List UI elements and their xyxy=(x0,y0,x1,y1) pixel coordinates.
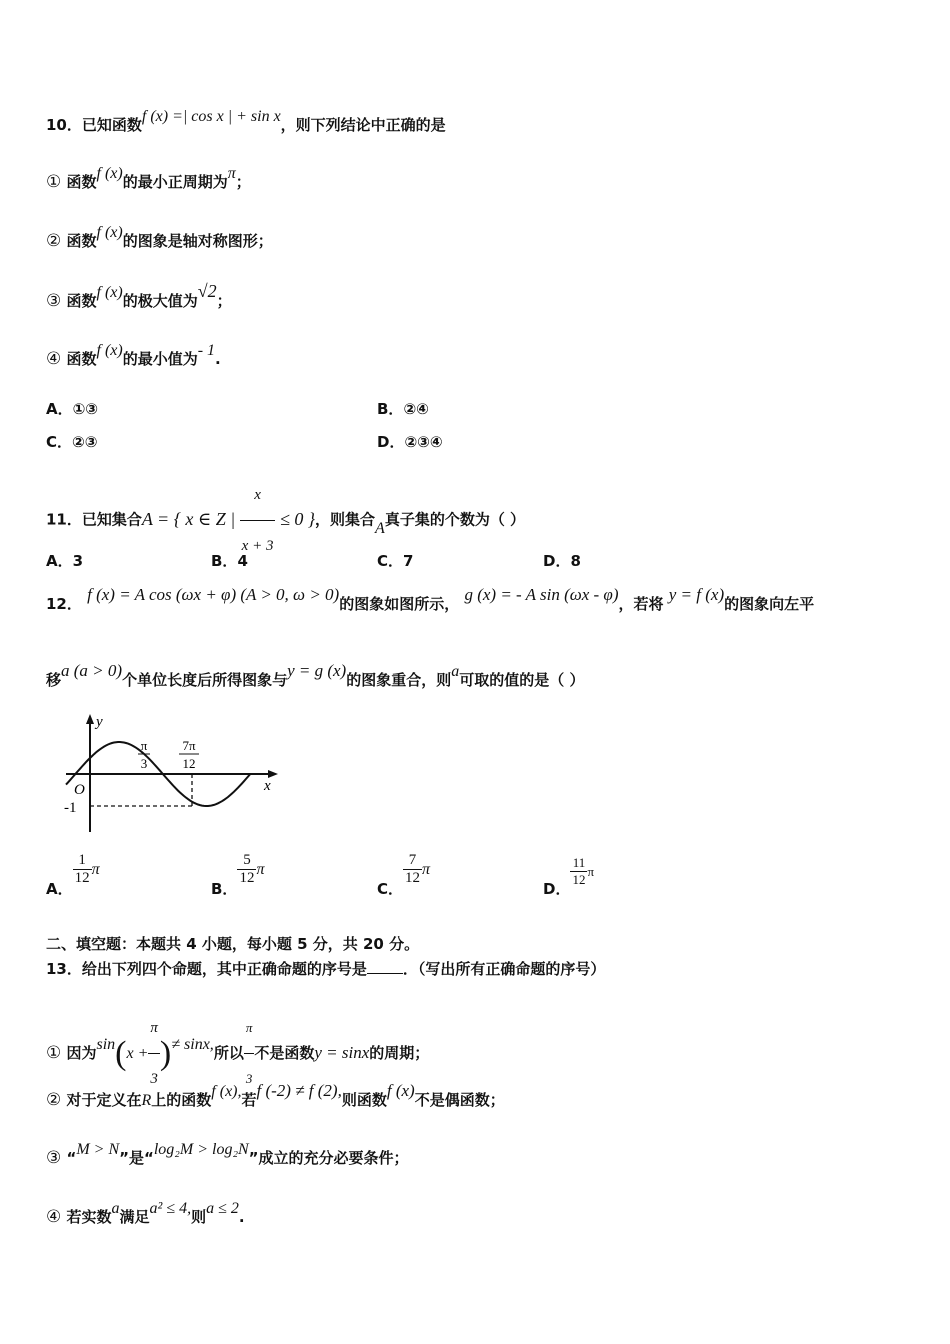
q11-option-b: B．4 xyxy=(211,552,248,570)
y-axis-arrow xyxy=(86,714,94,724)
q13-stem: 13．给出下列四个命题，其中正确命题的序号是 ．（写出所有正确命题的序号） xyxy=(46,960,606,978)
tick1-den: 3 xyxy=(140,756,148,771)
tick2-den: 12 xyxy=(182,756,196,771)
q10-function: f (x) =| cos x | + sin x xyxy=(141,108,281,125)
q10-option-b: B．②④ xyxy=(377,400,429,418)
q12-option-a: A． $\frac{1}{12}$ π xyxy=(46,852,100,898)
tick2-num: 7π xyxy=(182,738,196,753)
x-label: x xyxy=(264,778,271,794)
q10-item-3: ③ 函数f (x)的极大值为√2； xyxy=(46,281,232,311)
q13-proposition-2: ② 对于定义在R上的函数f (x),若f (-2) ≠ f (2),则函数f (x)不是偶函数； xyxy=(46,1081,505,1110)
ymin-label: -1 xyxy=(64,800,77,816)
q12-option-c: C． $\frac{7}{12}$ π xyxy=(377,852,431,898)
origin-label: O xyxy=(74,782,85,798)
q12-option-b: B． $\frac{5}{12}$ π xyxy=(211,852,265,898)
q10-item-1: ① 函数f (x)的最小正周期为π； xyxy=(46,165,251,192)
q10-item-2: ② 函数f (x)的图象是轴对称图形； xyxy=(46,224,273,251)
q12-cosine-graph xyxy=(46,712,286,834)
q10-item-4: ④ 函数f (x)的最小值为- 1. xyxy=(46,342,221,369)
q11-stem: 11．已知集合A = { x ∈ Z | $\frac{x}{x + 3}$ ≤ 0 }，则集合A真子集的个数为（ ） xyxy=(46,470,525,571)
q11-set: A = { x ∈ Z | $\frac{x}{x + 3}$ ≤ 0 } xyxy=(142,509,315,529)
q11-option-d: D．8 xyxy=(543,552,581,570)
q13-proposition-4: ④ 若实数a满足a² ≤ 4,则a ≤ 2. xyxy=(46,1200,245,1227)
q12-option-d: D． $\frac{11}{12}$ π xyxy=(543,855,595,898)
q12-stem-line2: 移a (a > 0)个单位长度后所得图象与y = g (x)的图象重合，则a可取的值的是（ ） xyxy=(46,661,585,689)
q10-stem: 10．已知函数f (x) =| cos x | + sin x，则下列结论中正确的是 xyxy=(46,108,446,134)
q13-proposition-1: ① 因为sin(x + $\frac{\pi}{3}$ )≠ sinx,所以 $\frac{\pi}{3}$ 不是函数y = sinx的周期； xyxy=(46,1003,429,1104)
y-label: y xyxy=(96,714,103,730)
q10-option-a: A．①③ xyxy=(46,400,99,418)
q13-proposition-3: ③ “M > N”是“log₂M > log₂N”成立的充分必要条件； xyxy=(46,1141,409,1168)
q13-answer-blank[interactable] xyxy=(367,959,403,974)
section2-title: 二、填空题：本题共 4 小题，每小题 5 分，共 20 分。 xyxy=(46,935,420,953)
q10-option-c: C．②③ xyxy=(46,433,98,451)
q11-option-a: A．3 xyxy=(46,552,84,570)
x-axis-arrow xyxy=(268,770,278,778)
q10-option-d: D．②③④ xyxy=(377,433,443,451)
tick1-num: π xyxy=(140,738,148,753)
q12-stem-line1: 12． f (x) = A cos (ωx + φ) (A > 0, ω > 0)的图象如图所示， g (x) = - A sin (ωx - φ)，若将 y = f (x)的图象向左平 xyxy=(46,585,815,613)
q11-option-c: C．7 xyxy=(377,552,414,570)
